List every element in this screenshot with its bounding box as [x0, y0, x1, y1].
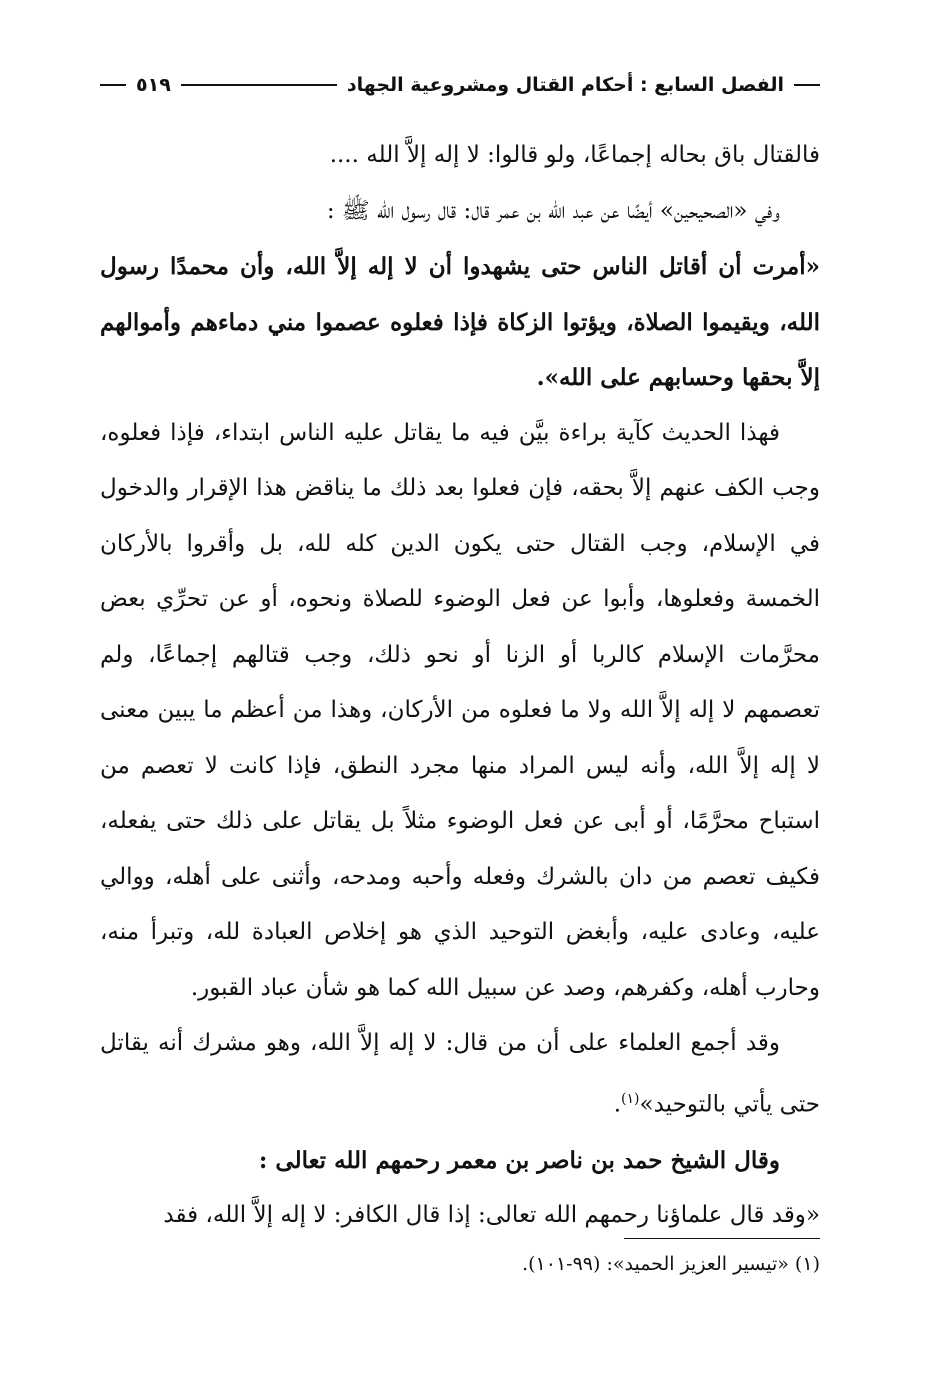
paragraph-4-text: وقد أجمع العلماء على أن من قال: لا إله إلاَّ الله، وهو مشرك أنه يقاتل حتى يأتي بالتوحيد» — [100, 1030, 820, 1118]
paragraph-3: فهذا الحديث كآية براءة بيَّن فيه ما يقاتل عليه الناس ابتداء، فإذا فعلوه، وجب الكف عنهم إلاَّ بحقه، فإن فعلوا بعد ذلك ما يناقض هذا الإقرار والدخول في الإسلام، وجب القتال حتى يكون الدين كله لله، بل وأقروا بالأركان الخمسة وفعلوها، وأبوا عن فعل الوضوء للصلاة ونحوه، أو عن تحرِّي بعض محرَّمات الإسلام كالربا أو الزنا أو نحو ذلك، وجب قتالهم إجماعًا، ولم تعصمهم لا إله إلاَّ الله ولا ما فعلوه من الأركان، وهذا من أعظم ما يبين معنى لا إله إلاَّ الله، وأنه ليس المراد منها مجرد النطق، فإذا كانت لا تعصم من استباح محرَّمًا، أو أبى عن فعل الوضوء مثلاً بل يقاتل على ذلك حتى يفعله، فكيف تعصم من دان بالشرك وفعله وأحبه ومدحه، وأثنى على أهله، ووالي عليه، وعادى عليه، وأبغض التوحيد الذي هو إخلاص العبادة لله، وتبرأ منه، وحارب أهله، وكفرهم، وصد عن سبيل الله كما هو شأن عباد القبور. — [100, 419, 820, 1001]
chapter-title: الفصل السابع : أحكام القتال ومشروعية الجهاد — [346, 74, 784, 96]
running-header — [100, 70, 820, 100]
paragraph-4: وقد أجمع العلماء على أن من قال: لا إله إلاَّ الله، وهو مشرك أنه يقاتل حتى يأتي بالتوحيد»$^{(١)}$. — [100, 1030, 820, 1118]
page-number: ٥١٩ — [136, 74, 171, 96]
paragraph-1: فالقتال باق بحاله إجماعًا، ولو قالوا: لا إله إلاَّ الله .... — [329, 142, 820, 168]
hadith-quote: «أمرت أن أقاتل الناس حتى يشهدوا أن لا إله إلاَّ الله، وأن محمدًا رسول الله، ويقيموا الصلاة، ويؤتوا الزكاة فإذا فعلوه عصموا مني دماءهم وأموالهم إلاَّ بحقها وحسابهم على الله». — [100, 253, 820, 391]
footnote-reference: (١) — [621, 1090, 640, 1107]
paragraph-5: «وقد قال علماؤنا رحمهم الله تعالى: إذا قال الكافر: لا إله إلاَّ الله، فقد — [163, 1202, 820, 1229]
paragraph-2: وفي «الصحيحين» أيضًا عن عبد الله بن عمر قال: قال رسول الله ﷺ : — [326, 197, 780, 224]
footnote: (١) «تيسير العزيز الحميد»: (٩٩-١٠١). — [522, 1253, 820, 1275]
header-dash-right — [794, 84, 820, 86]
header-dash-left — [100, 84, 126, 86]
header-rule — [181, 84, 337, 86]
main-text — [100, 128, 820, 1244]
section-heading: وقال الشيخ حمد بن ناصر بن معمر رحمهم الله تعالى : — [258, 1146, 780, 1174]
footnote-separator — [624, 1238, 820, 1239]
